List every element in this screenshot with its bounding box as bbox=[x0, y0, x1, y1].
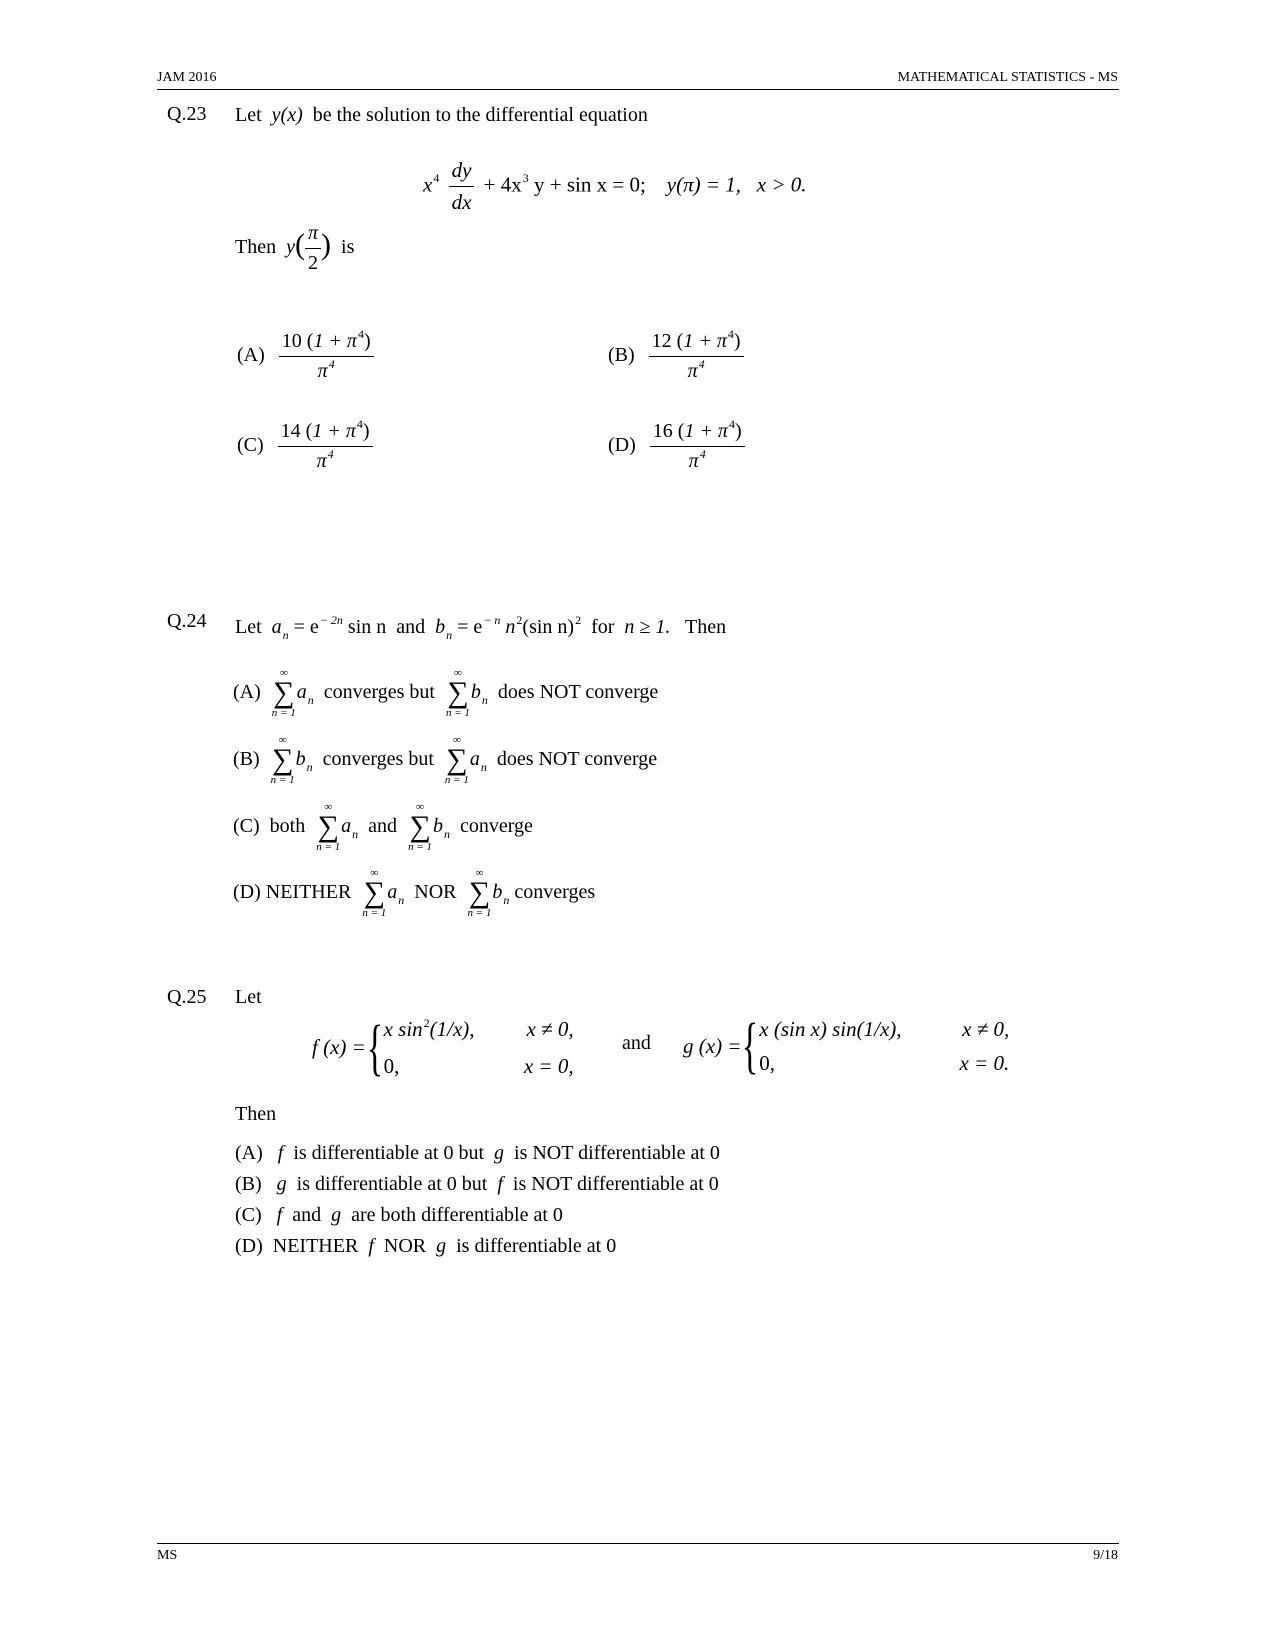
q24-stem: Let $a_n = e^{- 2n}$ sin n and $b_n = e^{- n}$ $n^2(\sin$ n)$^2$ for n ≥ 1. Then bbox=[235, 613, 727, 642]
q25-option-b[interactable]: (B) g is differentiable at 0 but f is NOT differentiable at 0 bbox=[235, 1173, 719, 1195]
sum-symbol: ∞ ∑ n = 1 bbox=[467, 867, 492, 919]
sum-symbol: ∞ ∑ n = 1 bbox=[444, 734, 469, 786]
sum-symbol: ∞ ∑ n = 1 bbox=[316, 801, 341, 853]
q25-f-definition: f (x) = { x $\sin^2(1/x)$, x ≠ 0, 0, x = 0, bbox=[312, 1013, 574, 1082]
sum-symbol: ∞ ∑ n = 1 bbox=[362, 867, 387, 919]
q23-derivative: $\frac{dy}{dx}$ bbox=[449, 158, 475, 215]
header-right: MATHEMATICAL STATISTICS - MS bbox=[897, 70, 1118, 85]
sum-symbol: ∞ ∑ n = 1 bbox=[408, 801, 432, 853]
q23-number: Q.23 bbox=[167, 103, 207, 125]
q24-number: Q.24 bbox=[167, 610, 207, 632]
q25-option-a[interactable]: (A) f is differentiable at 0 but g is NOT differentiable at 0 bbox=[235, 1142, 720, 1164]
q23-option-a[interactable]: (A) $\frac{10 (1 + \pi^4)}{\pi^4}$ bbox=[237, 330, 378, 383]
footer-left: MS bbox=[157, 1548, 178, 1563]
q23-intro: Let y(x) be the solution to the differential equation bbox=[235, 104, 648, 126]
q25-let: Let bbox=[235, 986, 262, 1008]
q25-and: and bbox=[622, 1032, 651, 1054]
q25-number: Q.25 bbox=[167, 986, 207, 1008]
q24-option-d[interactable]: (D) NEITHER ∞ ∑ n = 1 $a_n$ NOR ∞ ∑ n = 1 $b_n$ converges bbox=[233, 867, 596, 919]
footer-page-number: 9/18 bbox=[1093, 1548, 1118, 1563]
q25-option-c[interactable]: (C) f and g are both differentiable at 0 bbox=[235, 1204, 563, 1226]
q25-option-d[interactable]: (D) NEITHER f NOR g is differentiable at 0 bbox=[235, 1235, 617, 1257]
footer-rule bbox=[157, 1543, 1119, 1544]
q23-equation: $x^4$ $\frac{dy}{dx}$ + $4x^3$ y + sin x = 0; y(π) = 1, x > 0. bbox=[423, 158, 807, 214]
sum-symbol: ∞ ∑ n = 1 bbox=[271, 667, 296, 719]
q23-then: Then y( $\frac{\pi}{2}$ ) is bbox=[235, 222, 355, 274]
q23-option-d[interactable]: (D) $\frac{16 (1 + \pi^4)}{\pi^4}$ bbox=[608, 420, 749, 473]
q24-option-b[interactable]: (B) ∞ ∑ n = 1 $b_n$ converges but ∞ ∑ n = 1 $a_n$ does NOT converge bbox=[233, 734, 658, 786]
q24-option-c[interactable]: (C) both ∞ ∑ n = 1 $a_n$ and ∞ ∑ n = 1 $b_n$ converge bbox=[233, 801, 533, 853]
q24-option-a[interactable]: (A) ∞ ∑ n = 1 $a_n$ converges but ∞ ∑ n = 1 $b_n$ does NOT converge bbox=[233, 667, 659, 719]
header-rule bbox=[157, 89, 1119, 90]
q25-g-definition: g (x) = { x (sin x) sin(1/x), x ≠ 0, 0, x = 0. bbox=[683, 1012, 1010, 1080]
sum-symbol: ∞ ∑ n = 1 bbox=[445, 667, 470, 719]
q23-option-c[interactable]: (C) $\frac{14 (1 + \pi^4)}{\pi^4}$ bbox=[237, 420, 377, 473]
q23-option-b[interactable]: (B) $\frac{12 (1 + \pi^4)}{\pi^4}$ bbox=[608, 330, 748, 383]
header-left: JAM 2016 bbox=[157, 70, 217, 85]
q25-then: Then bbox=[235, 1103, 277, 1125]
sum-symbol: ∞ ∑ n = 1 bbox=[270, 734, 295, 786]
